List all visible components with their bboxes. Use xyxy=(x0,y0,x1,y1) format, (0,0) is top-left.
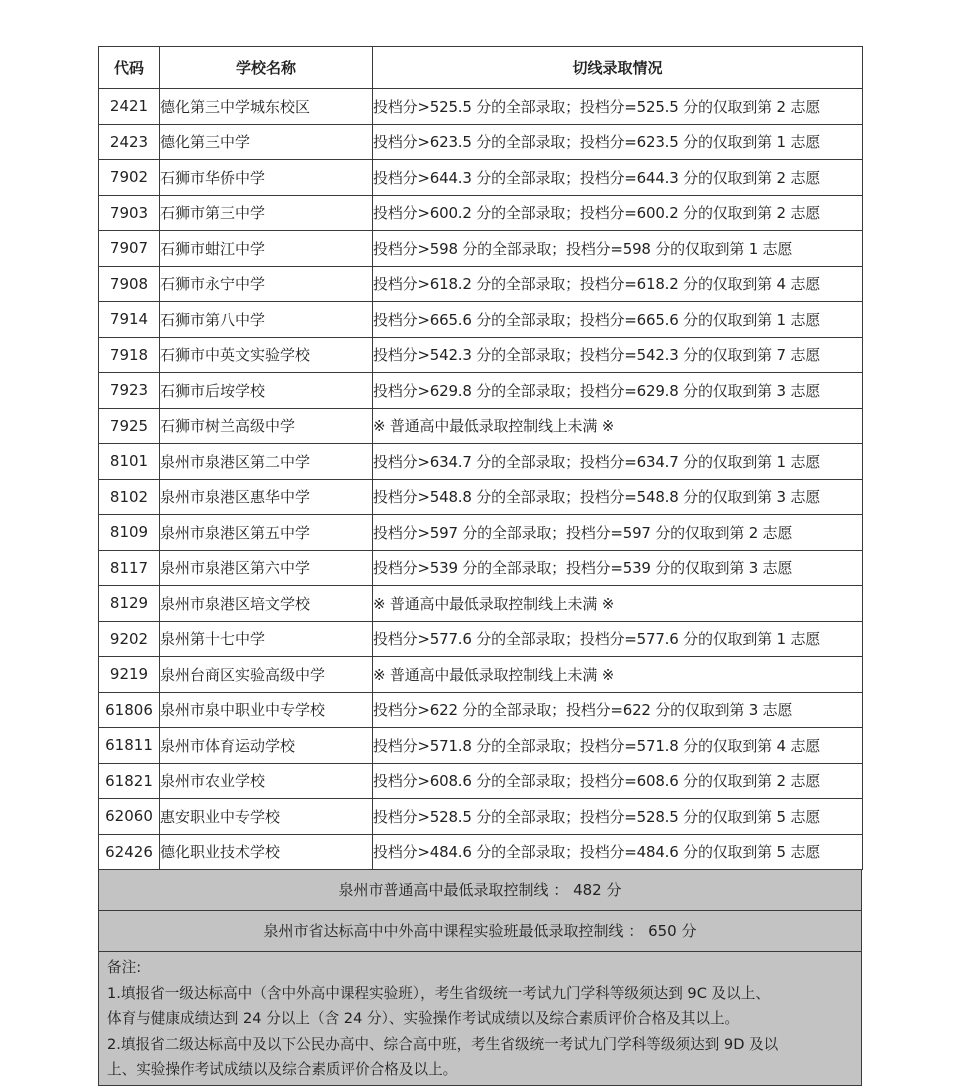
header-code: 代码 xyxy=(99,47,160,89)
admission-result: 投档分>629.8 分的全部录取；投档分=629.8 分的仅取到第 3 志愿 xyxy=(373,373,863,409)
table-row xyxy=(99,444,863,480)
table-body xyxy=(99,89,863,870)
admission-result: 投档分>539 分的全部录取；投档分=539 分的仅取到第 3 志愿 xyxy=(373,550,863,586)
notes-title: 备注: xyxy=(107,959,142,976)
school-name: 泉州市泉港区惠华中学 xyxy=(160,479,373,515)
school-code: 62060 xyxy=(99,799,160,835)
table-row xyxy=(99,160,863,196)
school-name: 泉州第十七中学 xyxy=(160,621,373,657)
admission-result: 投档分>608.6 分的全部录取；投档分=608.6 分的仅取到第 2 志愿 xyxy=(373,763,863,799)
admission-result: 投档分>525.5 分的全部录取；投档分=525.5 分的仅取到第 2 志愿 xyxy=(373,89,863,125)
school-name: 石狮市中英文实验学校 xyxy=(160,337,373,373)
school-code: 7918 xyxy=(99,337,160,373)
table-header-row xyxy=(99,47,863,89)
admission-result: 投档分>528.5 分的全部录取；投档分=528.5 分的仅取到第 5 志愿 xyxy=(373,799,863,835)
school-code: 2421 xyxy=(99,89,160,125)
school-name: 惠安职业中专学校 xyxy=(160,799,373,835)
school-code: 61806 xyxy=(99,692,160,728)
admission-result: 投档分>623.5 分的全部录取；投档分=623.5 分的仅取到第 1 志愿 xyxy=(373,124,863,160)
admission-table xyxy=(98,46,863,870)
table-row xyxy=(99,834,863,870)
admission-result: 投档分>577.6 分的全部录取；投档分=577.6 分的仅取到第 1 志愿 xyxy=(373,621,863,657)
note-line: 上、实验操作考试成绩以及综合素质评价合格及以上。 xyxy=(107,1061,458,1078)
school-code: 8117 xyxy=(99,550,160,586)
school-name: 石狮市第八中学 xyxy=(160,302,373,338)
school-code: 8101 xyxy=(99,444,160,480)
admission-table-sheet xyxy=(98,46,862,1086)
school-code: 9202 xyxy=(99,621,160,657)
table-row xyxy=(99,373,863,409)
admission-result: 投档分>597 分的全部录取；投档分=597 分的仅取到第 2 志愿 xyxy=(373,515,863,551)
school-code: 8129 xyxy=(99,586,160,622)
school-name: 石狮市树兰高级中学 xyxy=(160,408,373,444)
school-name: 石狮市蚶江中学 xyxy=(160,231,373,267)
admission-result: 投档分>665.6 分的全部录取；投档分=665.6 分的仅取到第 1 志愿 xyxy=(373,302,863,338)
table-row xyxy=(99,302,863,338)
school-name: 泉州市泉港区第六中学 xyxy=(160,550,373,586)
admission-result: 投档分>600.2 分的全部录取；投档分=600.2 分的仅取到第 2 志愿 xyxy=(373,195,863,231)
table-row xyxy=(99,231,863,267)
school-code: 2423 xyxy=(99,124,160,160)
note-line: 2.填报省二级达标高中及以下公民办高中、综合高中班，考生省级统一考试九门学科等级须达到 9D 及以 xyxy=(107,1035,779,1053)
general-min-line: 泉州市普通高中最低录取控制线 ： 482 分 xyxy=(98,870,862,911)
header-school-name: 学校名称 xyxy=(160,47,373,89)
experimental-class-min-line: 泉州市省达标高中中外高中课程实验班最低录取控制线 ： 650 分 xyxy=(98,911,862,952)
school-name: 泉州市农业学校 xyxy=(160,763,373,799)
table-row xyxy=(99,337,863,373)
table-row xyxy=(99,195,863,231)
table-row xyxy=(99,479,863,515)
header-result: 切线录取情况 xyxy=(373,47,863,89)
table-row xyxy=(99,266,863,302)
admission-result: ※ 普通高中最低录取控制线上未满 ※ xyxy=(373,657,863,693)
table-row xyxy=(99,408,863,444)
school-name: 德化职业技术学校 xyxy=(160,834,373,870)
note-line: 体育与健康成绩达到 24 分以上（含 24 分）、实验操作考试成绩以及综合素质评价合格及其以上。 xyxy=(107,1010,740,1027)
school-name: 泉州台商区实验高级中学 xyxy=(160,657,373,693)
table-row xyxy=(99,799,863,835)
school-name: 泉州市泉中职业中专学校 xyxy=(160,692,373,728)
table-row xyxy=(99,621,863,657)
school-code: 7923 xyxy=(99,373,160,409)
admission-result: 投档分>542.3 分的全部录取；投档分=542.3 分的仅取到第 7 志愿 xyxy=(373,337,863,373)
admission-result: 投档分>484.6 分的全部录取；投档分=484.6 分的仅取到第 5 志愿 xyxy=(373,834,863,870)
school-code: 61811 xyxy=(99,728,160,764)
admission-result: 投档分>622 分的全部录取；投档分=622 分的仅取到第 3 志愿 xyxy=(373,692,863,728)
note-line: 1.填报省一级达标高中（含中外高中课程实验班），考生省级统一考试九门学科等级须达到 9C 及以上、 xyxy=(107,984,770,1002)
school-name: 石狮市永宁中学 xyxy=(160,266,373,302)
school-name: 泉州市泉港区培文学校 xyxy=(160,586,373,622)
notes-section xyxy=(98,952,862,1086)
school-name: 泉州市泉港区第二中学 xyxy=(160,444,373,480)
admission-result: 投档分>571.8 分的全部录取；投档分=571.8 分的仅取到第 4 志愿 xyxy=(373,728,863,764)
admission-result: ※ 普通高中最低录取控制线上未满 ※ xyxy=(373,408,863,444)
school-code: 7925 xyxy=(99,408,160,444)
school-code: 7908 xyxy=(99,266,160,302)
school-code: 7907 xyxy=(99,231,160,267)
school-code: 7914 xyxy=(99,302,160,338)
school-code: 7903 xyxy=(99,195,160,231)
school-code: 9219 xyxy=(99,657,160,693)
table-row xyxy=(99,550,863,586)
table-row xyxy=(99,657,863,693)
admission-result: 投档分>644.3 分的全部录取；投档分=644.3 分的仅取到第 2 志愿 xyxy=(373,160,863,196)
school-code: 62426 xyxy=(99,834,160,870)
admission-result: 投档分>634.7 分的全部录取；投档分=634.7 分的仅取到第 1 志愿 xyxy=(373,444,863,480)
table-row xyxy=(99,89,863,125)
school-name: 石狮市第三中学 xyxy=(160,195,373,231)
school-name: 泉州市体育运动学校 xyxy=(160,728,373,764)
admission-result: 投档分>548.8 分的全部录取；投档分=548.8 分的仅取到第 3 志愿 xyxy=(373,479,863,515)
admission-result: 投档分>618.2 分的全部录取；投档分=618.2 分的仅取到第 4 志愿 xyxy=(373,266,863,302)
school-name: 德化第三中学城东校区 xyxy=(160,89,373,125)
school-code: 61821 xyxy=(99,763,160,799)
admission-result: 投档分>598 分的全部录取；投档分=598 分的仅取到第 1 志愿 xyxy=(373,231,863,267)
table-row xyxy=(99,692,863,728)
school-name: 石狮市华侨中学 xyxy=(160,160,373,196)
school-name: 石狮市后垵学校 xyxy=(160,373,373,409)
table-row xyxy=(99,763,863,799)
table-row xyxy=(99,586,863,622)
school-name: 泉州市泉港区第五中学 xyxy=(160,515,373,551)
table-row xyxy=(99,515,863,551)
school-code: 7902 xyxy=(99,160,160,196)
admission-result: ※ 普通高中最低录取控制线上未满 ※ xyxy=(373,586,863,622)
table-row xyxy=(99,124,863,160)
school-code: 8109 xyxy=(99,515,160,551)
table-row xyxy=(99,728,863,764)
school-name: 德化第三中学 xyxy=(160,124,373,160)
school-code: 8102 xyxy=(99,479,160,515)
